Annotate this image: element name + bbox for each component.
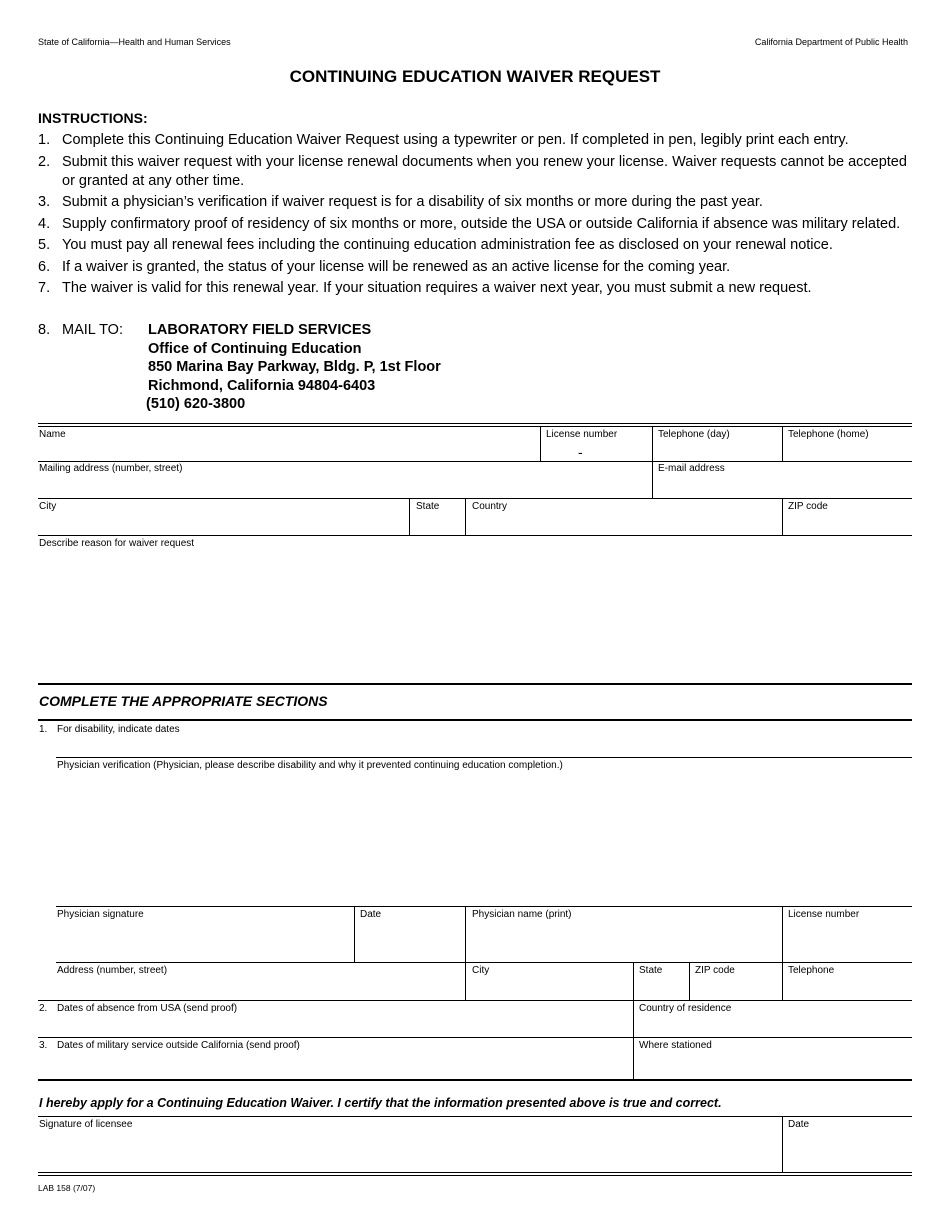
mail-address-line: Office of Continuing Education — [148, 340, 362, 357]
mail-address-line: LABORATORY FIELD SERVICES — [148, 322, 372, 338]
physician-telephone-field[interactable]: Telephone — [788, 965, 835, 976]
military-dates-field[interactable]: Dates of military service outside California (send proof) — [57, 1040, 300, 1051]
mail-phone: (510) 620-3800 — [146, 396, 246, 412]
divider — [409, 498, 410, 535]
instruction-item: 4. Supply confirmatory proof of residency of six months or more, outside the USA or outside California if absence was military related. — [38, 215, 901, 232]
rule — [56, 906, 912, 907]
divider — [782, 1116, 783, 1172]
divider — [540, 426, 541, 461]
state-field[interactable]: State — [416, 501, 440, 512]
name-field[interactable]: Name — [39, 429, 66, 440]
physician-verification-field[interactable]: Physician verification (Physician, please describe disability and why it prevented continuing education completion.) — [57, 760, 563, 771]
reason-field[interactable]: Describe reason for waiver request — [39, 538, 195, 549]
zip-field[interactable]: ZIP code — [788, 501, 828, 512]
physician-city-field[interactable]: City — [472, 965, 490, 976]
sections-title: COMPLETE THE APPROPRIATE SECTIONS — [39, 693, 328, 709]
divider — [782, 906, 783, 1000]
license-dash: - — [578, 444, 583, 460]
divider — [782, 426, 783, 461]
country-field[interactable]: Country — [472, 501, 508, 512]
licensee-signature-field[interactable]: Signature of licensee — [39, 1119, 133, 1130]
licensee-date-field[interactable]: Date — [788, 1119, 810, 1130]
instruction-item: 7. The waiver is valid for this renewal year. If your situation requires a waiver next year, you must submit a new request. — [38, 280, 812, 296]
divider — [652, 426, 653, 498]
physician-license-field[interactable]: License number — [788, 909, 860, 920]
rule — [38, 1172, 912, 1173]
telephone-home-field[interactable]: Telephone (home) — [788, 429, 869, 440]
certification-statement: I hereby apply for a Continuing Education Waiver. I certify that the information presented above is true and correct. — [39, 1096, 722, 1110]
form-id: LAB 158 (7/07) — [38, 1183, 96, 1193]
instruction-item: 3. Submit a physician’s verification if waiver request is for a disability of six months or more during the past year. — [38, 194, 763, 210]
physician-state-field[interactable]: State — [639, 965, 663, 976]
rule — [38, 498, 912, 499]
city-field[interactable]: City — [39, 501, 57, 512]
rule — [38, 1037, 912, 1038]
disability-dates-field[interactable]: For disability, indicate dates — [57, 724, 180, 735]
header-agency: State of California—Health and Human Services — [38, 37, 231, 47]
instructions-heading: INSTRUCTIONS: — [38, 110, 148, 126]
rule — [38, 1116, 912, 1117]
where-stationed-field[interactable]: Where stationed — [639, 1040, 712, 1051]
mail-address-line: Richmond, California 94804-6403 — [148, 377, 376, 394]
mail-to-label: 8. MAIL TO: — [38, 322, 123, 338]
instruction-item: 1. Complete this Continuing Education Waiver Request using a typewriter or pen. If completed in pen, legibly print each entry. — [38, 132, 849, 148]
rule — [38, 1175, 912, 1176]
physician-signature-field[interactable]: Physician signature — [57, 909, 144, 920]
divider — [354, 906, 355, 962]
section-1-num: 1. — [39, 724, 48, 735]
physician-zip-field[interactable]: ZIP code — [695, 965, 735, 976]
section-2-num: 2. — [39, 1003, 48, 1014]
rule — [38, 683, 912, 685]
country-residence-field[interactable]: Country of residence — [639, 1003, 732, 1014]
rule — [38, 423, 912, 424]
physician-date-field[interactable]: Date — [360, 909, 382, 920]
instruction-item: 5. You must pay all renewal fees including the continuing education administration fee as disclosed on your renewal notice. — [38, 237, 833, 253]
form-title: CONTINUING EDUCATION WAIVER REQUEST — [289, 67, 661, 86]
physician-name-field[interactable]: Physician name (print) — [472, 909, 572, 920]
rule — [56, 962, 912, 963]
divider — [689, 962, 690, 1000]
rule — [38, 1079, 912, 1081]
instructions-list — [38, 131, 916, 301]
rule — [38, 461, 912, 462]
divider — [633, 962, 634, 1079]
mailing-address-field[interactable]: Mailing address (number, street) — [39, 463, 183, 474]
rule — [38, 426, 912, 427]
header-department: California Department of Public Health — [754, 37, 908, 47]
mail-address — [148, 321, 441, 414]
divider — [465, 906, 466, 1000]
section-3-num: 3. — [39, 1040, 48, 1051]
rule — [38, 1000, 912, 1001]
email-field[interactable]: E-mail address — [658, 463, 725, 474]
telephone-day-field[interactable]: Telephone (day) — [658, 429, 730, 440]
instruction-item: 2. Submit this waiver request with your license renewal documents when you renew your license. Waiver requests cannot be accepted or granted at any other time. — [38, 153, 907, 189]
license-number-field[interactable]: License number — [546, 429, 618, 440]
rule — [38, 719, 912, 721]
divider — [782, 498, 783, 535]
mail-address-line: 850 Marina Bay Parkway, Bldg. P, 1st Floor — [148, 359, 441, 375]
instruction-item: 6. If a waiver is granted, the status of your license will be renewed as an active license for the coming year. — [38, 258, 731, 275]
rule — [56, 757, 912, 758]
divider — [465, 498, 466, 535]
physician-address-field[interactable]: Address (number, street) — [57, 965, 168, 976]
rule — [38, 535, 912, 536]
absence-dates-field[interactable]: Dates of absence from USA (send proof) — [57, 1003, 238, 1014]
